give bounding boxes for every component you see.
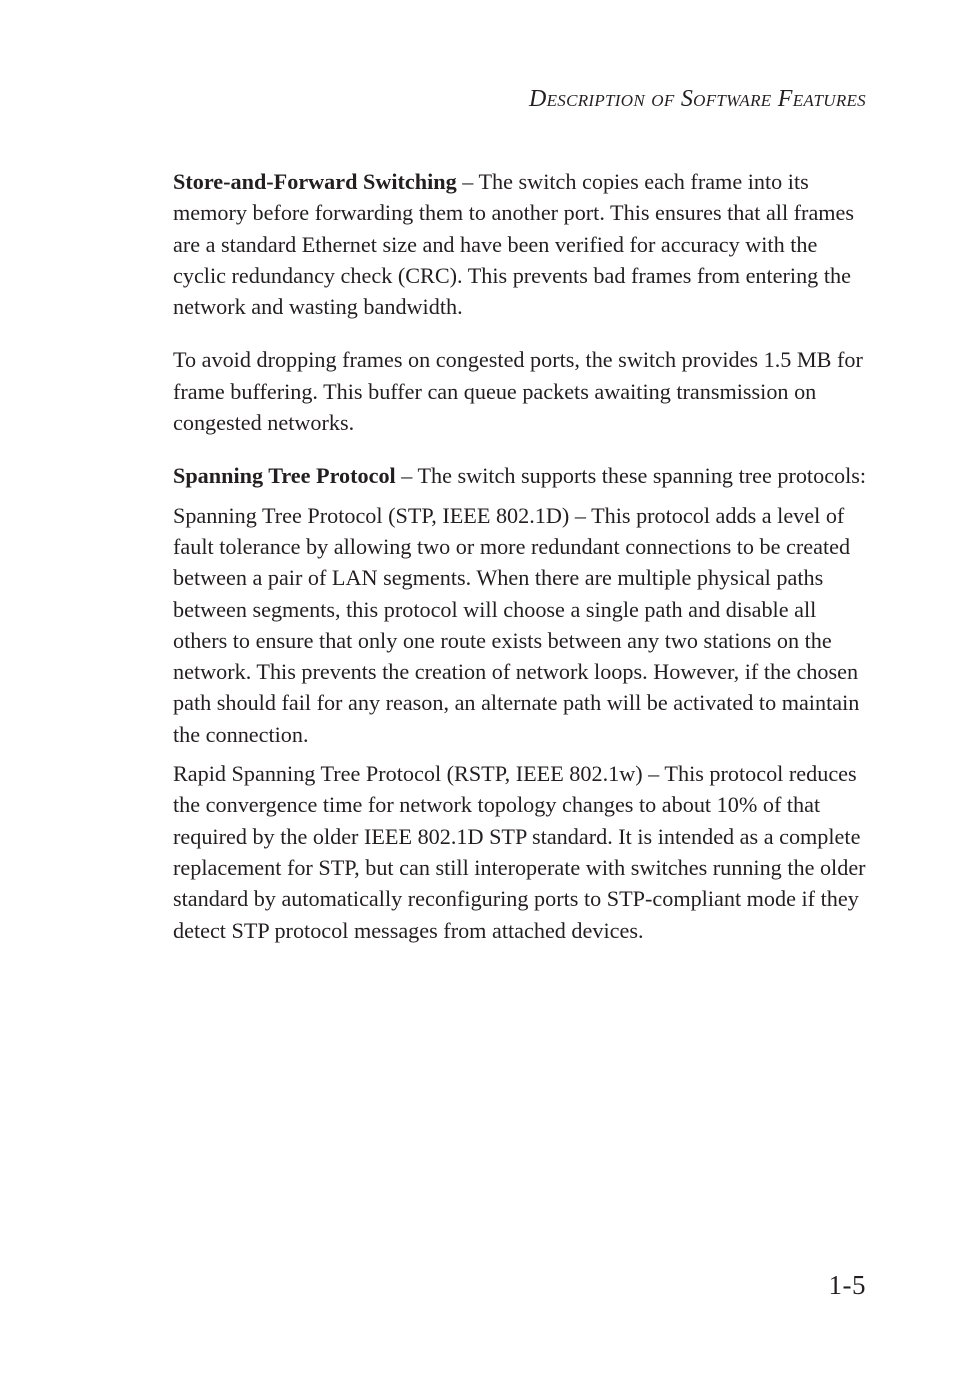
store-and-forward-text: – The switch copies each frame into its memory before forwarding them to another port. This ensures that all frames are a standard Ethernet size and have been verified for accuracy with the cyclic redundancy check (CRC). This prevents bad frames from entering the network and wasting bandwidth. <box>173 169 855 320</box>
running-header: Description of Software Features <box>528 86 866 112</box>
rstp-paragraph: Rapid Spanning Tree Protocol (RSTP, IEEE 802.1w) – This protocol reduces the convergence time for network topology changes to about 10% of that required by the older IEEE 802.1D STP standard. It is intended as a complete replacement for STP, but can still interoperate with switches running the older standard by automatically reconfiguring ports to STP-compliant mode if they detect STP protocol messages from attached devices. <box>173 761 866 943</box>
spanning-tree-paragraph <box>173 460 873 491</box>
spanning-tree-text: – The switch supports these spanning tree protocols: <box>395 463 867 489</box>
stp-paragraph: Spanning Tree Protocol (STP, IEEE 802.1D) – This protocol adds a level of fault tolerance by allowing two or more redundant connections to be created between a pair of LAN segments. When there are multiple physical paths between segments, this protocol will choose a single path and disable all others to ensure that only one route exists between any two stations on the network. This prevents the creation of network loops. However, if the chosen path should fail for any reason, an alternate path will be activated to maintain the connection. <box>173 502 860 747</box>
store-and-forward-term: Store-and-Forward Switching <box>173 169 457 194</box>
spanning-tree-term: Spanning Tree Protocol <box>173 463 396 489</box>
store-and-forward-paragraph <box>173 166 873 322</box>
frame-buffer-paragraph: To avoid dropping frames on congested ports, the switch provides 1.5 MB for frame buffering. This buffer can queue packets awaiting transmission on congested networks. <box>173 347 863 436</box>
page-body <box>173 166 873 946</box>
page-number: 1-5 <box>828 1270 866 1300</box>
